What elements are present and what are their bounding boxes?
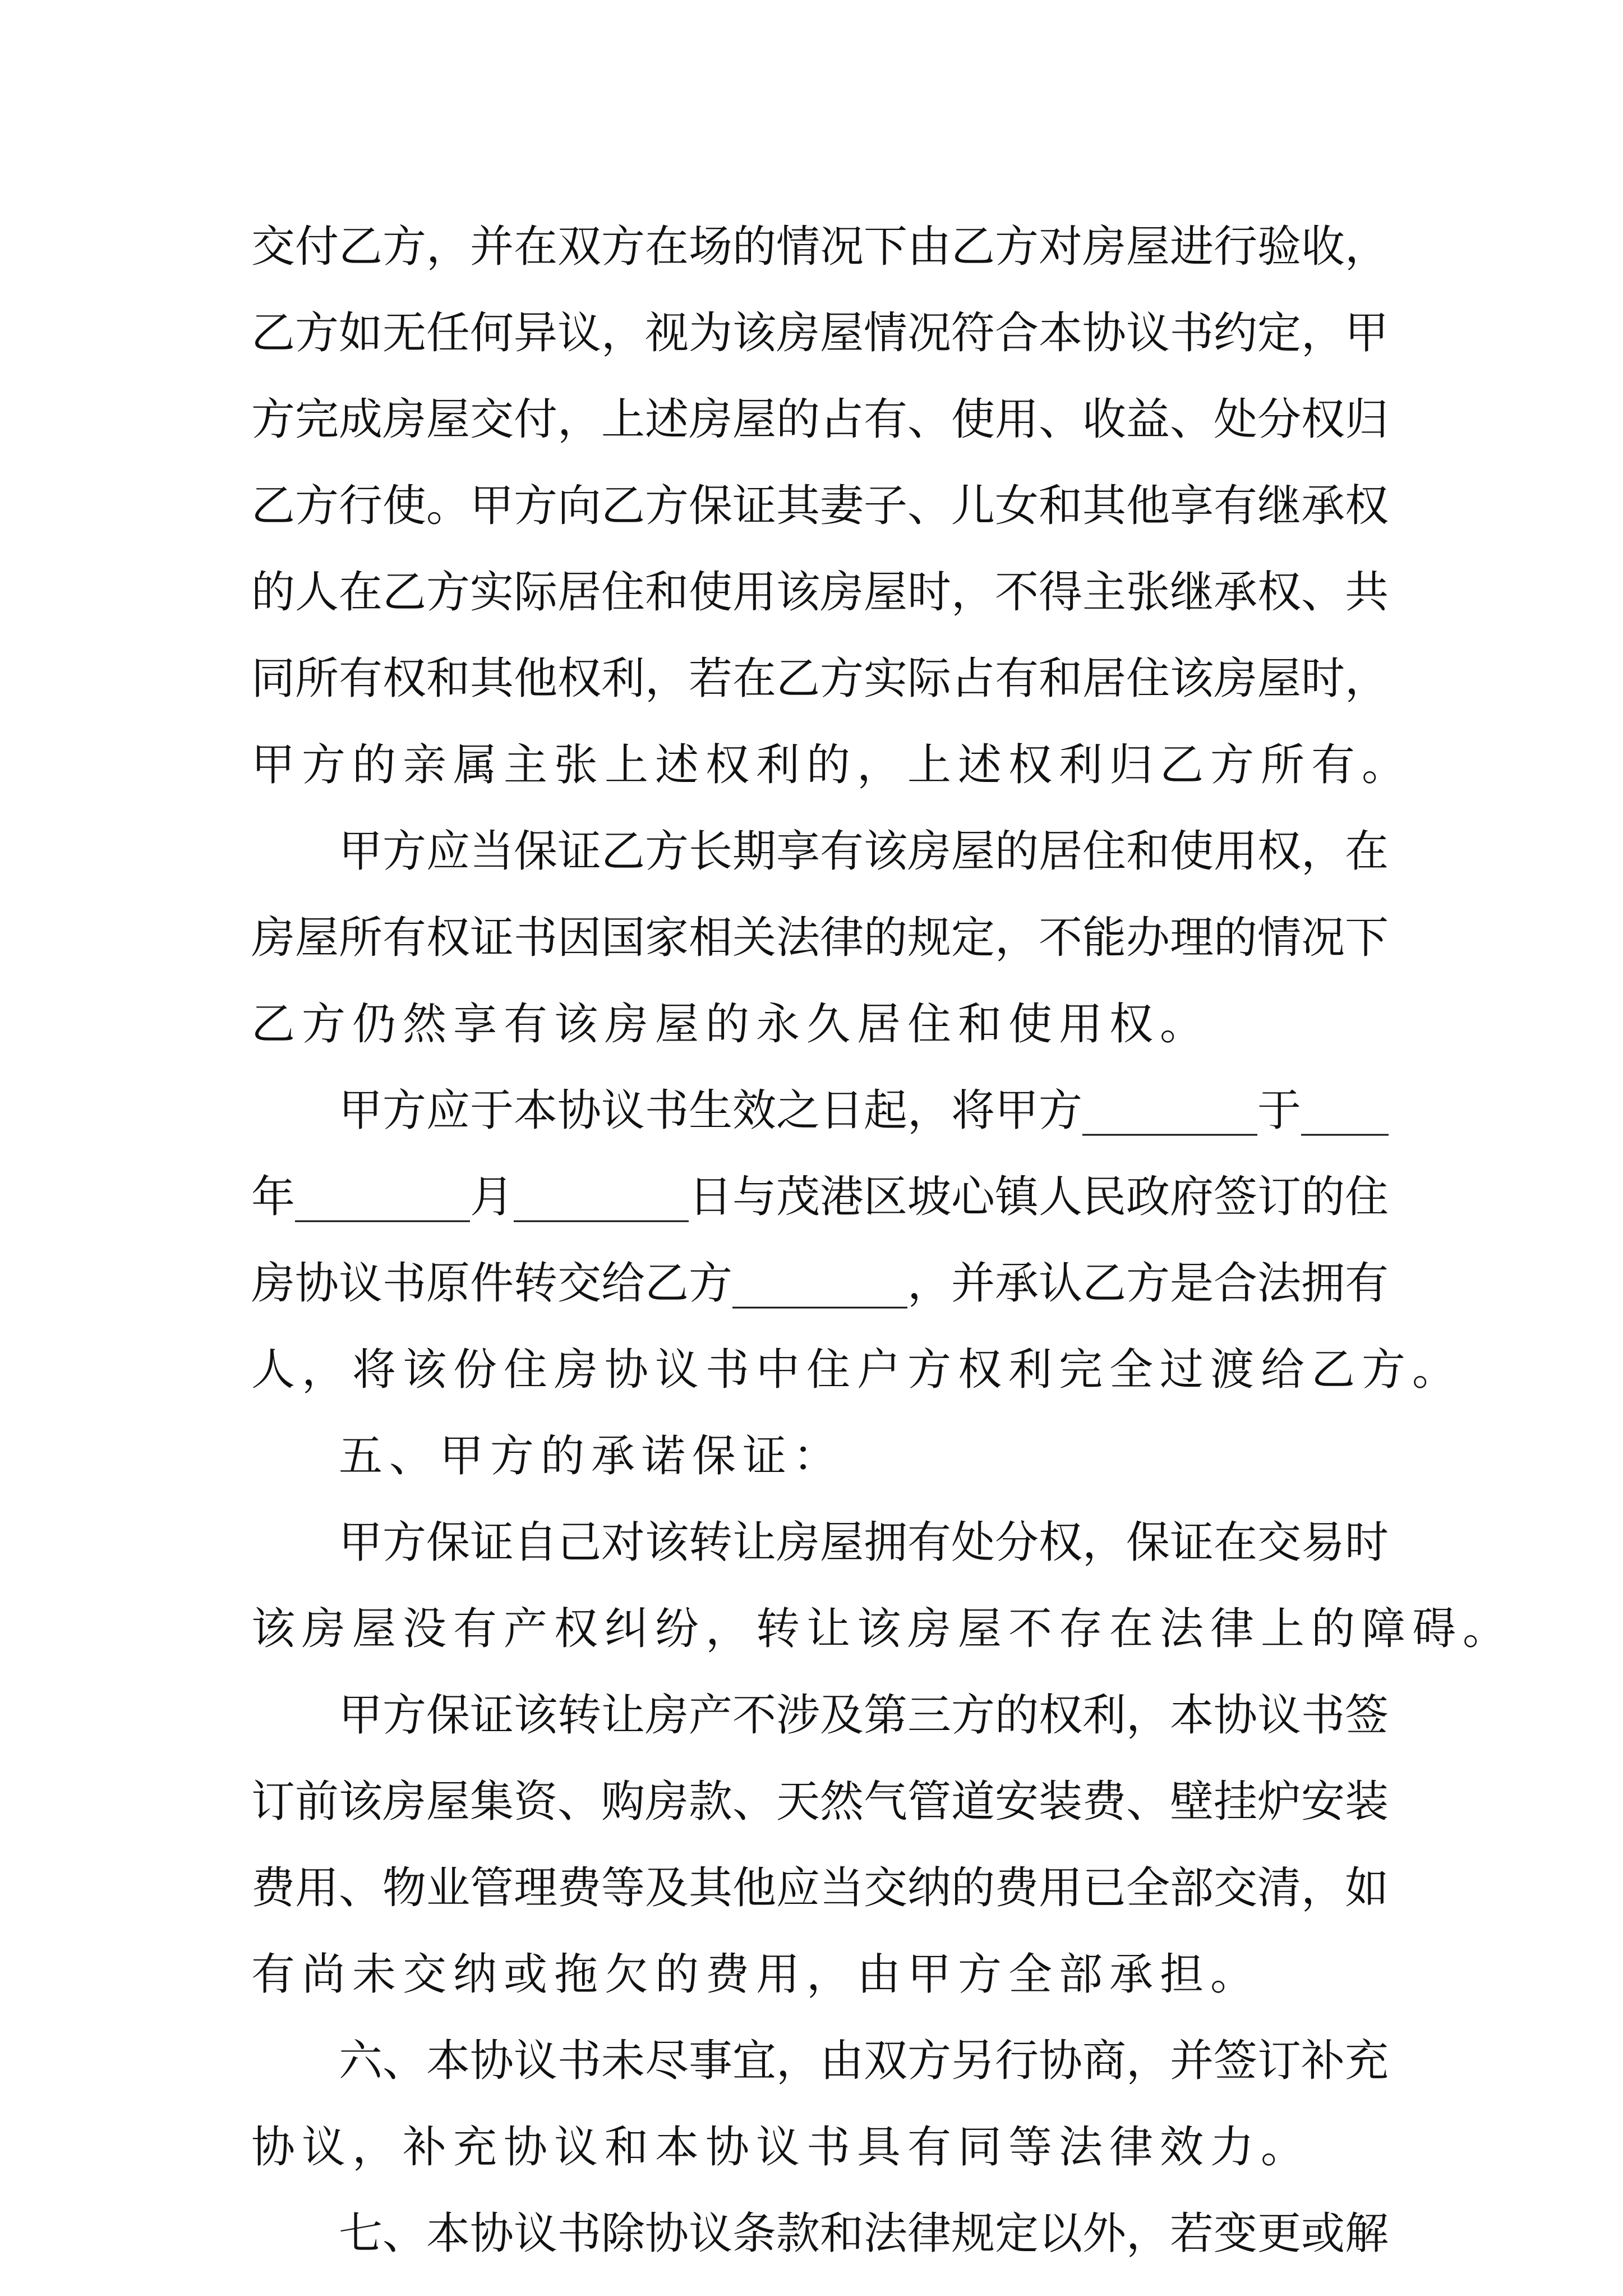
text-line: 乙方如无任何异议，视为该房屋情况符合本协议书约定，甲	[251, 308, 1389, 358]
paragraph-first-line: 六、本协议书未尽事宜，由双方另行协商，并签订补充	[339, 2036, 1389, 2086]
text-line: 协议，补充协议和本协议书具有同等法律效力。	[251, 2122, 1312, 2173]
text-line: 年________月________日与茂港区坡心镇人民政府签订的住	[251, 1172, 1389, 1222]
text-line: 订前该房屋集资、购房款、天然气管道安装费、壁挂炉安装	[251, 1777, 1389, 1827]
text-line: 方完成房屋交付，上述房屋的占有、使用、收益、处分权归	[251, 394, 1389, 445]
text-line: 该房屋没有产权纠纷，转让该房屋不存在法律上的障碍。	[251, 1604, 1514, 1654]
text-line: 同所有权和其他权利，若在乙方实际占有和居住该房屋时，	[251, 654, 1389, 704]
text-line: 乙方仍然享有该房屋的永久居住和使用权。	[251, 999, 1211, 1050]
text-line: 的人在乙方实际居住和使用该房屋时，不得主张继承权、共	[251, 567, 1389, 618]
text-line: 甲方的亲属主张上述权利的，上述权利归乙方所有。	[251, 740, 1413, 790]
paragraph-first-line: 甲方保证自己对该转让房屋拥有处分权，保证在交易时	[339, 1517, 1389, 1568]
text-line: 有尚未交纳或拖欠的费用，由甲方全部承担。	[251, 1949, 1261, 2000]
text-line: 房协议书原件转交给乙方________，并承认乙方是合法拥有	[251, 1258, 1389, 1309]
paragraph-first-line: 甲方应当保证乙方长期享有该房屋的居住和使用权，在	[339, 826, 1389, 877]
text-line: 费用、物业管理费等及其他应当交纳的费用已全部交清，如	[251, 1863, 1389, 1913]
paragraph-first-line: 七、本协议书除协议条款和法律规定以外，若变更或解	[339, 2208, 1389, 2259]
text-line: 乙方行使。甲方向乙方保证其妻子、儿女和其他享有继承权	[251, 481, 1389, 531]
paragraph-first-line: 甲方应于本协议书生效之日起，将甲方________于____	[339, 1085, 1389, 1136]
text-line: 交付乙方，并在双方在场的情况下由乙方对房屋进行验收，	[251, 222, 1389, 272]
section-heading: 五、甲方的承诺保证：	[339, 1431, 844, 1481]
text-line: 房屋所有权证书因国家相关法律的规定，不能办理的情况下	[251, 913, 1389, 963]
paragraph-first-line: 甲方保证该转让房产不涉及第三方的权利，本协议书签	[339, 1690, 1389, 1741]
text-line: 人，将该份住房协议书中住户方权利完全过渡给乙方。	[251, 1345, 1463, 1395]
